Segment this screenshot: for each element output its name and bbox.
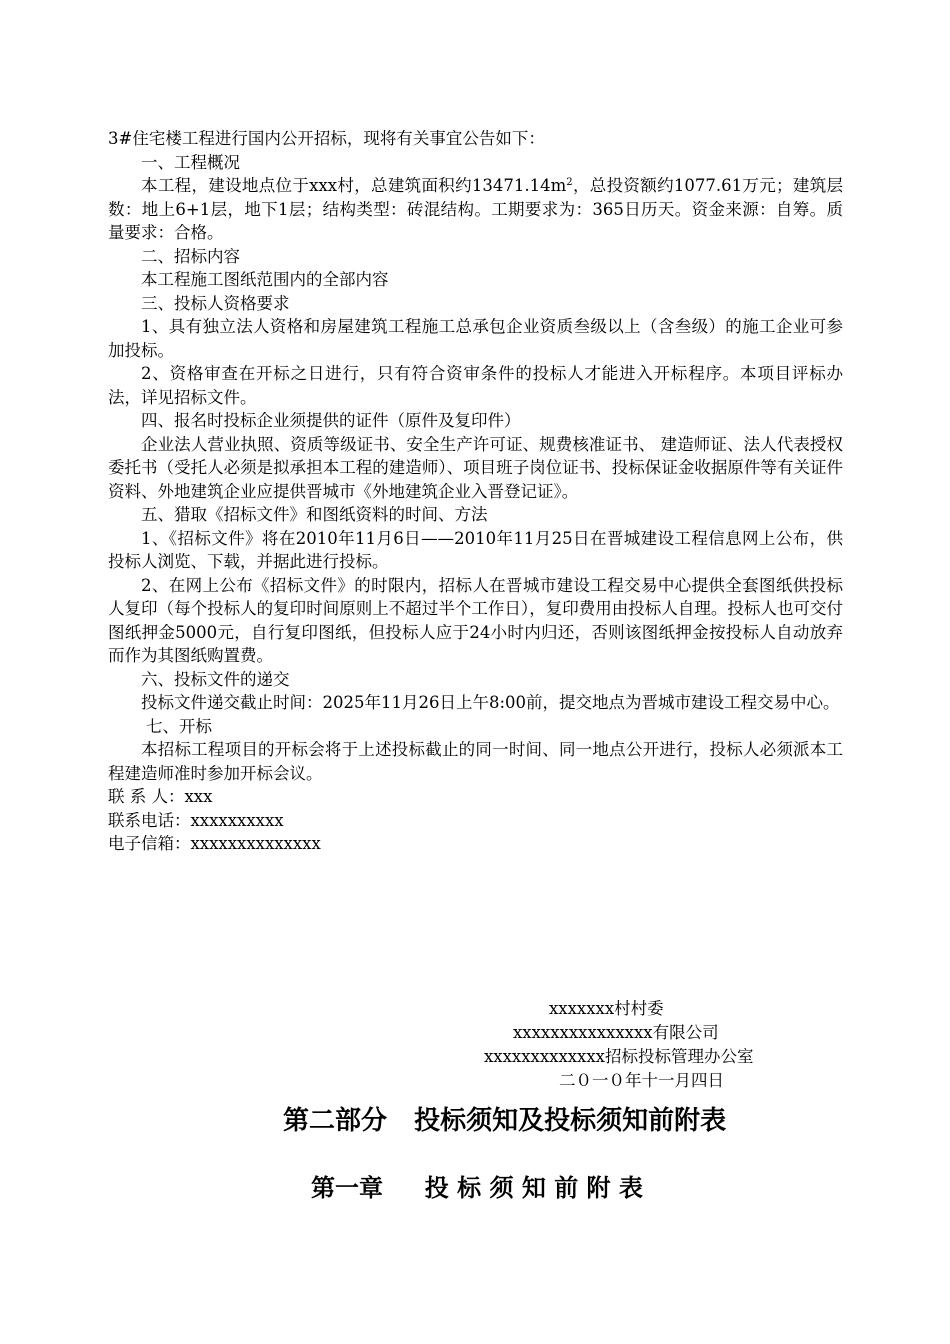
documents-paragraph: 企业法人营业执照、资质等级证书、安全生产许可证、规费核准证书、 建造师证、法人代表授权委托书（受托人必须是拟承担本工程的建造师）、项目班子岗位证书、投标保证金收据原件等有关证件资料、外地建筑企业应提供晋城市《外地建筑企业入晋登记证》。 [108, 434, 843, 501]
section-heading-qualification: 三、投标人资格要求 [141, 293, 290, 313]
signature-date: 二０一０年十一月四日 [559, 1071, 724, 1090]
section-heading-documents: 四、报名时投标企业须提供的证件（原件及复印件） [141, 411, 521, 430]
section-heading-scope: 二、招标内容 [141, 246, 240, 266]
intro-paragraph: 3#住宅楼工程进行国内公开招标，现将有关事宜公告如下： [108, 129, 545, 148]
part-two-title: 第二部分 投标须知及投标须知前附表 [283, 1106, 727, 1136]
overview-paragraph: 本工程，建设地点位于xxx村，总建筑面积约$13471.14m^2$，总投资额约1077.61万元；建筑层数：地上6+1层，地下1层；结构类型：砖混结构。工期要求为：365日历天。资金来源：自筹。质量要求：合格。 [108, 176, 844, 242]
section-heading-obtain: 五、猎取《招标文件》和图纸资料的时间、方法 [141, 505, 488, 524]
section-heading-opening: 七、开标 [145, 716, 212, 736]
contact-email: 电子信箱：xxxxxxxxxxxxxx [108, 834, 321, 853]
opening-paragraph: 本招标工程项目的开标会将于上述投标截止的同一时间、同一地点公开进行，投标人必须派本工程建造师准时参加开标会议。 [108, 740, 843, 783]
signature-company: xxxxxxxxxxxxxxx有限公司 [513, 1023, 719, 1042]
chapter-one-title: 第一章 投 标 须 知 前 附 表 [311, 1174, 643, 1202]
signature-tender-office: xxxxxxxxxxxxx招标投标管理办公室 [484, 1047, 754, 1066]
obtain-item-2: 2、在网上公布《招标文件》的时限内，招标人在晋城市建设工程交易中心提供全套图纸供投标人复印（每个投标人的复印时间原则上不超过半个工作日），复印费用由投标人自理。投标人也可交付图纸押金5000元，自行复印图纸，但投标人应于24小时内归还，否则该图纸押金按投标人自动放弃而作为其图纸购置费。 [108, 575, 843, 665]
area-unit-superscript: 2 [566, 177, 573, 188]
section-heading-overview: 一、工程概况 [141, 152, 240, 172]
obtain-item-1: 1、《招标文件》将在2010年11月6日——2010年11月25日在晋城建设工程信息网上公布，供投标人浏览、下载，并据此进行投标。 [108, 528, 843, 571]
contact-phone: 联系电话：xxxxxxxxxx [108, 810, 284, 830]
section-heading-submission: 六、投标文件的递交 [141, 669, 290, 689]
qualification-item-1: 1、具有独立法人资格和房屋建筑工程施工总承包企业资质叁级以上（含叁级）的施工企业可参加投标。 [108, 317, 843, 360]
contact-person: 联 系 人：xxx [108, 787, 213, 806]
signature-village-committee: xxxxxxx村村委 [549, 999, 664, 1018]
submission-paragraph: 投标文件递交截止时间：2025年11月26日上午8:00前，提交地点为晋城市建设工程交易中心。 [141, 693, 840, 712]
qualification-item-2: 2、资格审查在开标之日进行，只有符合资审条件的投标人才能进入开标程序。本项目评标办法，详见招标文件。 [108, 364, 843, 407]
scope-paragraph: 本工程施工图纸范围内的全部内容 [141, 270, 389, 289]
notice-body [108, 127, 843, 856]
